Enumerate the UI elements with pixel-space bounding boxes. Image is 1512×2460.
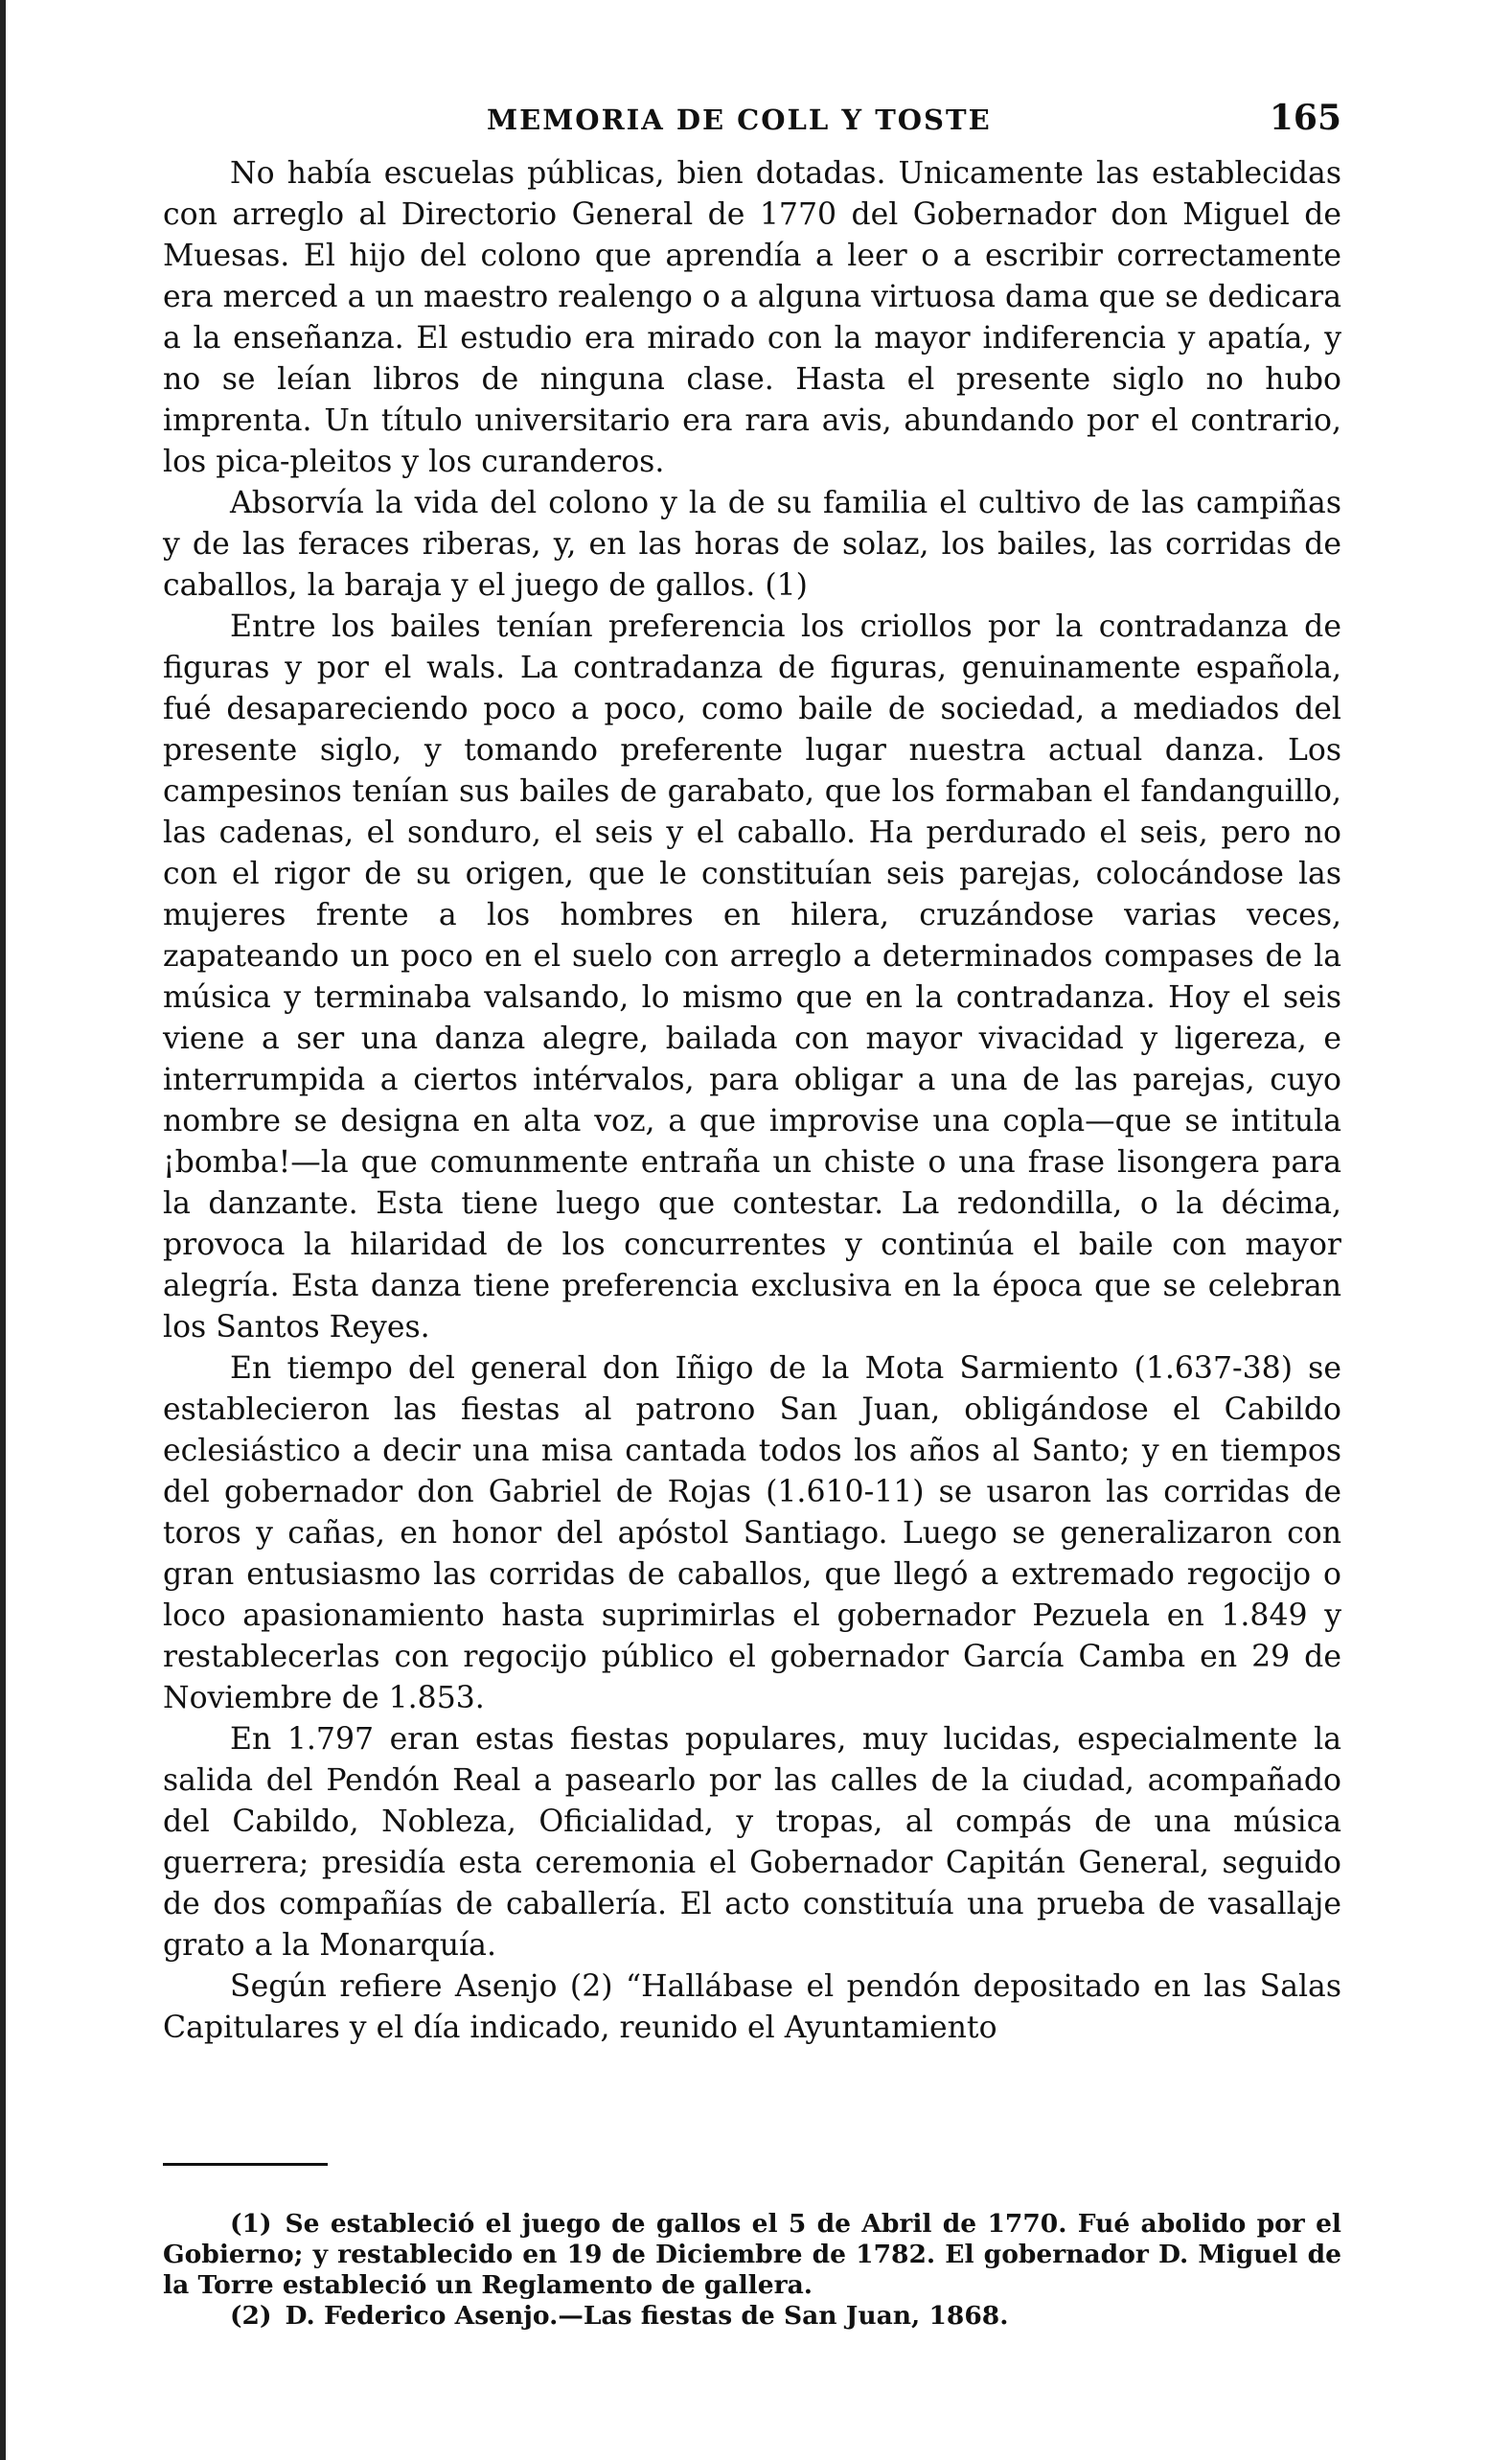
paragraph: Según refiere Asenjo (2) “Hallábase el pendón depositado en las Salas Capitulares y el día indicado, reunido el Ayuntamiento xyxy=(163,1969,1341,2045)
page-header xyxy=(163,98,1341,146)
footnotes xyxy=(163,2209,1341,2332)
page-number: 165 xyxy=(1269,98,1341,138)
paragraph: Absorvía la vida del colono y la de su familia el cultivo de las campiñas y de las feraces riberas, y, en las horas de solaz, los bailes, las corridas de caballos, la baraja y el juego de gallos. (1) xyxy=(163,486,1341,603)
paragraph: Entre los bailes tenían preferencia los criollos por la contradanza de figuras y por el wals. La contradanza de figuras, genuinamente española, fué desapareciendo poco a poco, como baile de sociedad, a mediados del presente siglo, y tomando preferente lugar nuestra actual danza. Los campesinos tenían sus bailes de garabato, que los formaban el fandanguillo, las cadenas, el sonduro, el seis y el caballo. Ha perdurado el seis, pero no con el rigor de su origen, que le constituían seis parejas, colocándose las mujeres frente a los hombres en hilera, cruzándose varias veces, zapateando un poco en el suelo con arreglo a determinados compases de la música y terminaba valsando, lo mismo que en la contradanza. Hoy el seis viene a ser una danza alegre, bailada con mayor vivacidad y ligereza, e interrumpida a ciertos intérvalos, para obligar a una de las parejas, cuyo nombre se designa en alta voz, a que improvise una copla—que se intitula ¡bomba!—la que comunmente entraña un chiste o una frase lisongera para la danzante. Esta tiene luego que contestar. La redondilla, o la décima, provoca la hilaridad de los concurrentes y continúa el baile con mayor alegría. Esta danza tiene preferencia exclusiva en la época que se celebran los Santos Reyes. xyxy=(163,609,1341,1345)
footnote-text: D. Federico Asenjo.—Las fiestas de San Juan, 1868. xyxy=(285,2301,1009,2331)
footnote-divider xyxy=(163,2163,328,2166)
footnote-text: Se estableció el juego de gallos el 5 de Abril de 1770. Fué abolido por el Gobierno; y restablecido en 19 de Diciembre de 1782. El gobernador D. Miguel de la Torre estableció un Reglamento de gallera. xyxy=(163,2209,1341,2300)
footnote-number: (2) xyxy=(230,2301,272,2331)
paragraph: No había escuelas públicas, bien dotadas. Unicamente las establecidas con arreglo al Directorio General de 1770 del Gobernador don Miguel de Muesas. El hijo del colono que aprendía a leer o a escribir correctamente era merced a un maestro realengo o a alguna virtuosa dama que se dedicara a la enseñanza. El estudio era mirado con la mayor indiferencia y apatía, y no se leían libros de ninguna clase. Hasta el presente siglo no hubo imprenta. Un título universitario era rara avis, abundando por el contrario, los pica-pleitos y los curanderos. xyxy=(163,156,1341,479)
paragraph: En 1.797 eran estas fiestas populares, muy lucidas, especialmente la salida del Pendón Real a pasearlo por las calles de la ciudad, acompañado del Cabildo, Nobleza, Oficialidad, y tropas, al compás de una música guerrera; presidía esta ceremonia el Gobernador Capitán General, seguido de dos compañías de caballería. El acto constituía una prueba de vasallaje grato a la Monarquía. xyxy=(163,1722,1341,1963)
paragraph: En tiempo del general don Iñigo de la Mota Sarmiento (1.637-38) se establecieron las fiestas al patrono San Juan, obligándose el Cabildo eclesiástico a decir una misa cantada todos los años al Santo; y en tiempos del gobernador don Gabriel de Rojas (1.610-11) se usaron las corridas de toros y cañas, en honor del apóstol Santiago. Luego se generalizaron con gran entusiasmo las corridas de caballos, que llegó a extremado regocijo o loco apasionamiento hasta suprimirlas el gobernador Pezuela en 1.849 y restablecerlas con regocijo público el gobernador García Camba en 29 de Noviembre de 1.853. xyxy=(163,1351,1341,1715)
footnote-number: (1) xyxy=(230,2209,272,2239)
page-edge xyxy=(0,0,6,2460)
body-text xyxy=(163,153,1341,2049)
running-title: MEMORIA DE COLL Y TOSTE xyxy=(487,103,992,136)
footnote xyxy=(163,2209,1341,2301)
footnote xyxy=(163,2301,1341,2332)
